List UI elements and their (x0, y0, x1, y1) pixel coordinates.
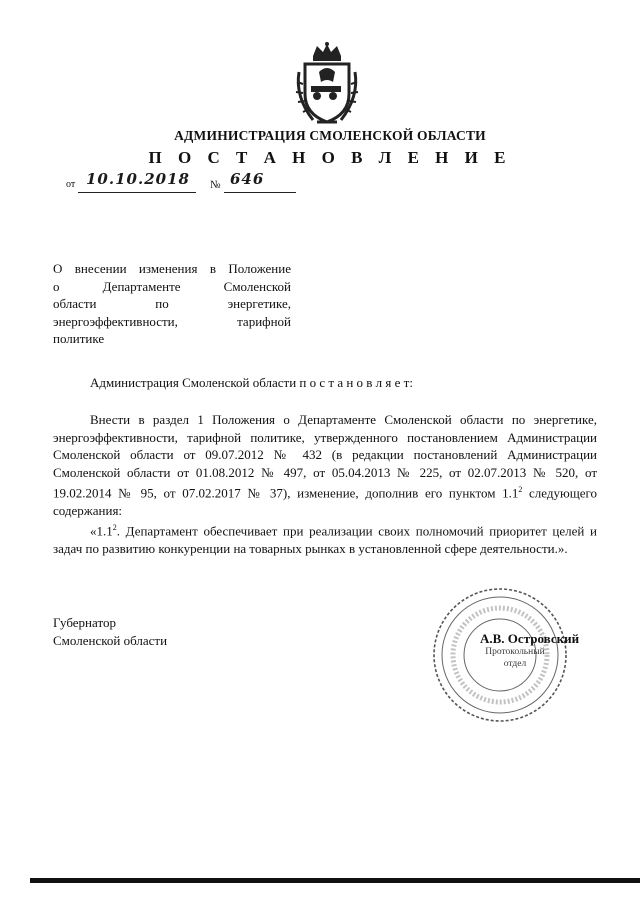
organization-title: АДМИНИСТРАЦИЯ СМОЛЕНСКОЙ ОБЛАСТИ (174, 128, 486, 143)
subject-line: энергоэффективности, тарифной (53, 313, 291, 329)
document-type-title: П О С Т А Н О В Л Е Н И Е (148, 148, 512, 167)
date-underline (78, 192, 196, 193)
superscript: 2 (112, 523, 117, 533)
stamp-line: отдел (503, 659, 527, 669)
position-line: Смоленской области (53, 632, 168, 648)
signatory-position (53, 614, 167, 649)
subject-line: о Департаменте Смоленской (53, 278, 291, 294)
scan-edge-bar (30, 878, 640, 883)
body-text: «1.1 (90, 523, 113, 539)
number-underline (224, 192, 296, 193)
body-text: . Департамент обеспечивает при реализации своих полномочий приоритет целей и задач по развитию конкуренции на товарных рынках в установленной сфере деятельности.». (53, 523, 597, 557)
body-paragraph (53, 411, 597, 519)
coat-of-arms-emblem (293, 42, 361, 128)
stamp-center-text (475, 646, 555, 670)
body-paragraph (53, 519, 597, 557)
handwritten-date: 10.10.2018 (86, 170, 190, 188)
document-body (53, 411, 597, 558)
number-prefix: № (210, 179, 221, 191)
superscript: 2 (518, 485, 523, 494)
document-subject (53, 260, 291, 348)
body-text: Внести в раздел 1 Положения о Департаменте Смоленской области по энергетике, энергоэффективности, тарифной политике, утвержденного постановлением Администрации Смоленской области от 09.07.2012 № 432 (в редакции постановлений Администрации Смоленской области от 01.08.2012 № 497, от 05.04.2013 № 225, от 02.07.2013 № 520, от 19.02.2014 № 95, от 07.02.2017 № 37), изменение, дополнив его пунктом 1.1 (53, 412, 597, 501)
preamble (90, 375, 413, 391)
date-number-line (66, 172, 306, 194)
subject-line: О внесении изменения в Положение (53, 261, 291, 276)
handwritten-number: 646 (230, 170, 265, 188)
date-prefix: от (66, 179, 76, 190)
stamp-line: Протокольный (485, 647, 545, 657)
preamble-spaced: п о с т а н о в л я е т: (299, 375, 413, 390)
subject-line: области по энергетике, (53, 296, 291, 311)
signatory-name: А.В. Островский (480, 631, 580, 646)
position-line: Губернатор (53, 615, 116, 630)
body-text: следующего содержания: (53, 485, 597, 518)
subject-line: политике (53, 331, 105, 346)
preamble-text: Администрация Смоленской области (90, 375, 297, 390)
